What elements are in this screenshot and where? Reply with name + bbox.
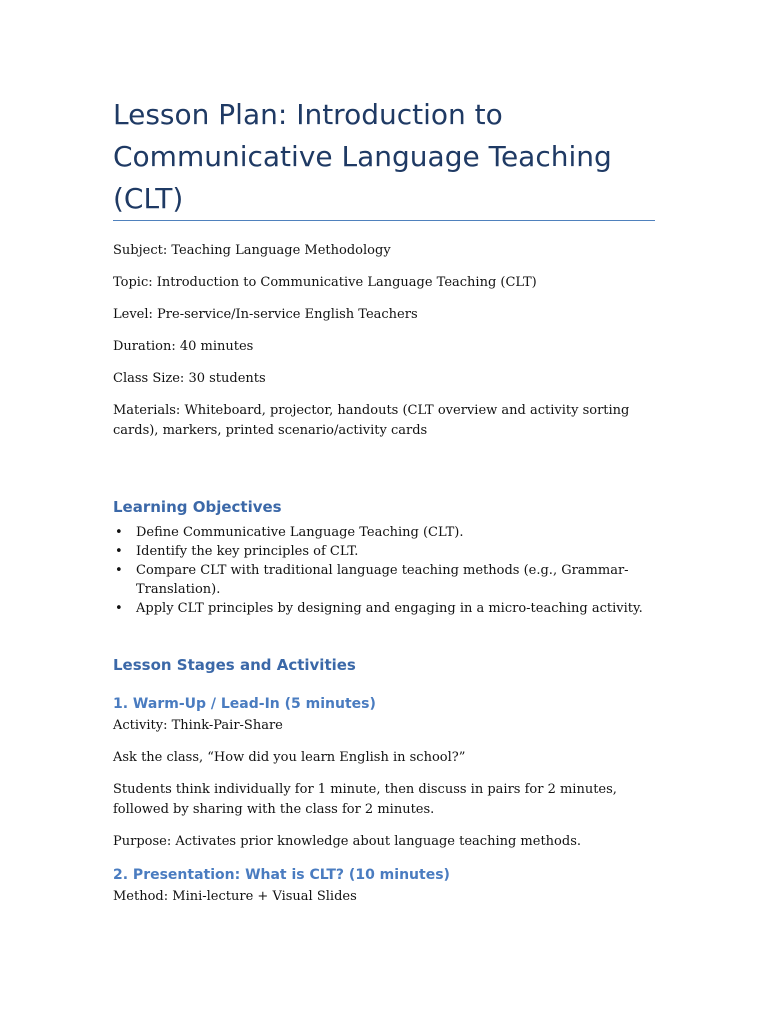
learning-objectives-heading: Learning Objectives xyxy=(113,498,282,516)
objective-text: Identify the key principles of CLT. xyxy=(136,544,359,559)
stage2-method: Method: Mini-lecture + Visual Slides xyxy=(113,889,357,904)
stage1-purpose: Purpose: Activates prior knowledge about language teaching methods. xyxy=(113,834,581,849)
list-item xyxy=(113,542,673,561)
meta-topic: Topic: Introduction to Communicative Language Teaching (CLT) xyxy=(113,275,537,290)
stage1-activity: Activity: Think-Pair-Share xyxy=(113,718,283,733)
stage2-heading: 2. Presentation: What is CLT? (10 minutes) xyxy=(113,867,450,883)
list-item xyxy=(113,523,673,542)
meta-subject: Subject: Teaching Language Methodology xyxy=(113,243,391,258)
bullet-icon: • xyxy=(115,563,123,578)
learning-objectives-list xyxy=(113,523,673,618)
stage1-prompt: Ask the class, “How did you learn English in school?” xyxy=(113,750,466,765)
title-underline xyxy=(113,220,655,221)
meta-class-size: Class Size: 30 students xyxy=(113,371,266,386)
document-title: Lesson Plan: Introduction to Communicative Language Teaching (CLT) xyxy=(113,98,612,215)
stage1-heading: 1. Warm-Up / Lead-In (5 minutes) xyxy=(113,696,376,712)
objective-text: Compare CLT with traditional language teaching methods (e.g., Grammar-Translation). xyxy=(136,563,629,597)
meta-level: Level: Pre-service/In-service English Teachers xyxy=(113,307,418,322)
list-item xyxy=(113,599,673,618)
bullet-icon: • xyxy=(115,601,123,616)
lesson-stages-heading: Lesson Stages and Activities xyxy=(113,656,356,674)
meta-materials: Materials: Whiteboard, projector, handouts (CLT overview and activity sorting cards), markers, printed scenario/activity cards xyxy=(113,403,630,438)
bullet-icon: • xyxy=(115,525,123,540)
list-item xyxy=(113,561,673,599)
meta-duration: Duration: 40 minutes xyxy=(113,339,254,354)
bullet-icon: • xyxy=(115,544,123,559)
objective-text: Apply CLT principles by designing and engaging in a micro-teaching activity. xyxy=(136,601,643,616)
objective-text: Define Communicative Language Teaching (CLT). xyxy=(136,525,464,540)
stage1-procedure: Students think individually for 1 minute, then discuss in pairs for 2 minutes, followed by sharing with the class for 2 minutes. xyxy=(113,782,617,817)
